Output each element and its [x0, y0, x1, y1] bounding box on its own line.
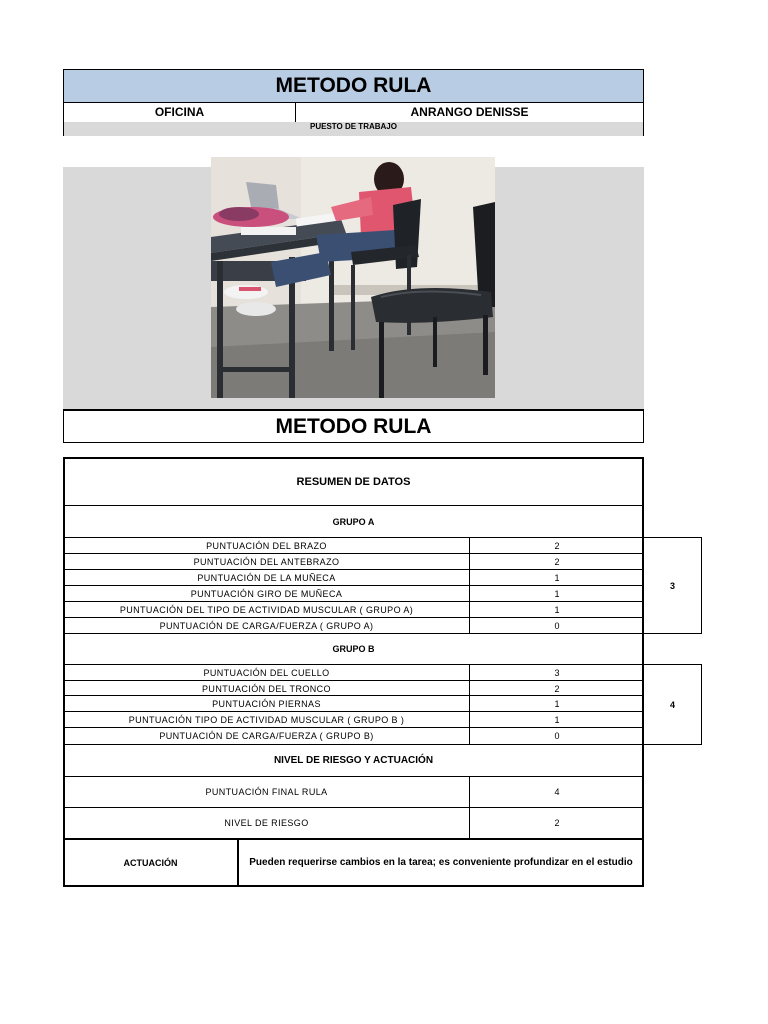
workstation-photo: [211, 157, 495, 398]
document-title: METODO RULA: [63, 69, 644, 103]
action-text: Pueden requerirse cambios en la tarea; es conveniente profundizar en el estudio: [237, 840, 643, 885]
risk-level-value: 2: [469, 808, 644, 838]
group-b-row-label: PUNTUACIÓN DEL CUELLO: [203, 668, 330, 678]
group-a-row-label: PUNTUACIÓN DE LA MUÑECA: [197, 573, 336, 583]
section-title: METODO RULA: [63, 409, 644, 443]
group-a-row-value: 1: [469, 586, 644, 602]
group-b-row-label: PUNTUACIÓN DEL TRONCO: [202, 683, 331, 694]
group-b-total: 4: [643, 664, 702, 745]
group-a-row-label: PUNTUACIÓN DEL BRAZO: [206, 541, 327, 551]
group-b-row-value: 0: [469, 728, 644, 744]
group-a-row-label: PUNTUACIÓN DEL ANTEBRAZO: [193, 557, 340, 567]
group-a-row-value: 2: [469, 538, 644, 554]
group-a-row-value: 1: [469, 602, 644, 618]
group-a-title: GRUPO A: [332, 516, 375, 527]
group-a-total: 3: [643, 537, 702, 634]
group-b-row-value: 1: [469, 712, 644, 728]
final-score-value: 4: [469, 777, 644, 807]
workstation-label: PUESTO DE TRABAJO: [63, 122, 644, 136]
group-b-row-label: PUNTUACIÓN TIPO DE ACTIVIDAD MUSCULAR ( GRUPO B ): [128, 715, 405, 725]
group-b-row-value: 3: [469, 665, 644, 681]
group-b-row-label: PUNTUACIÓN DE CARGA/FUERZA ( GRUPO B): [159, 731, 374, 741]
group-a-row-value: 1: [469, 570, 644, 586]
group-a-row-label: PUNTUACIÓN GIRO DE MUÑECA: [190, 589, 343, 599]
group-a-row-value: 2: [469, 554, 644, 570]
final-score-label: PUNTUACIÓN FINAL RULA: [205, 787, 328, 797]
group-b-row-value: 1: [469, 696, 644, 712]
group-a-row-label: PUNTUACIÓN DE CARGA/FUERZA ( GRUPO A): [159, 621, 374, 631]
worker-name-cell: ANRANGO DENISSE: [295, 102, 644, 123]
risk-title: NIVEL DE RIESGO Y ACTUACIÓN: [273, 754, 434, 766]
group-b-row-label: PUNTUACIÓN PIERNAS: [212, 699, 321, 709]
risk-level-label: NIVEL DE RIESGO: [224, 818, 309, 828]
group-a-row-value: 0: [469, 618, 644, 634]
summary-title: RESUMEN DE DATOS: [296, 476, 411, 488]
group-b-row-value: 2: [469, 681, 644, 696]
area-cell: OFICINA: [63, 102, 296, 123]
action-label: ACTUACIÓN: [123, 857, 178, 868]
group-a-row-label: PUNTUACIÓN DEL TIPO DE ACTIVIDAD MUSCULAR ( GRUPO A): [119, 605, 414, 615]
group-b-title: GRUPO B: [332, 643, 375, 654]
